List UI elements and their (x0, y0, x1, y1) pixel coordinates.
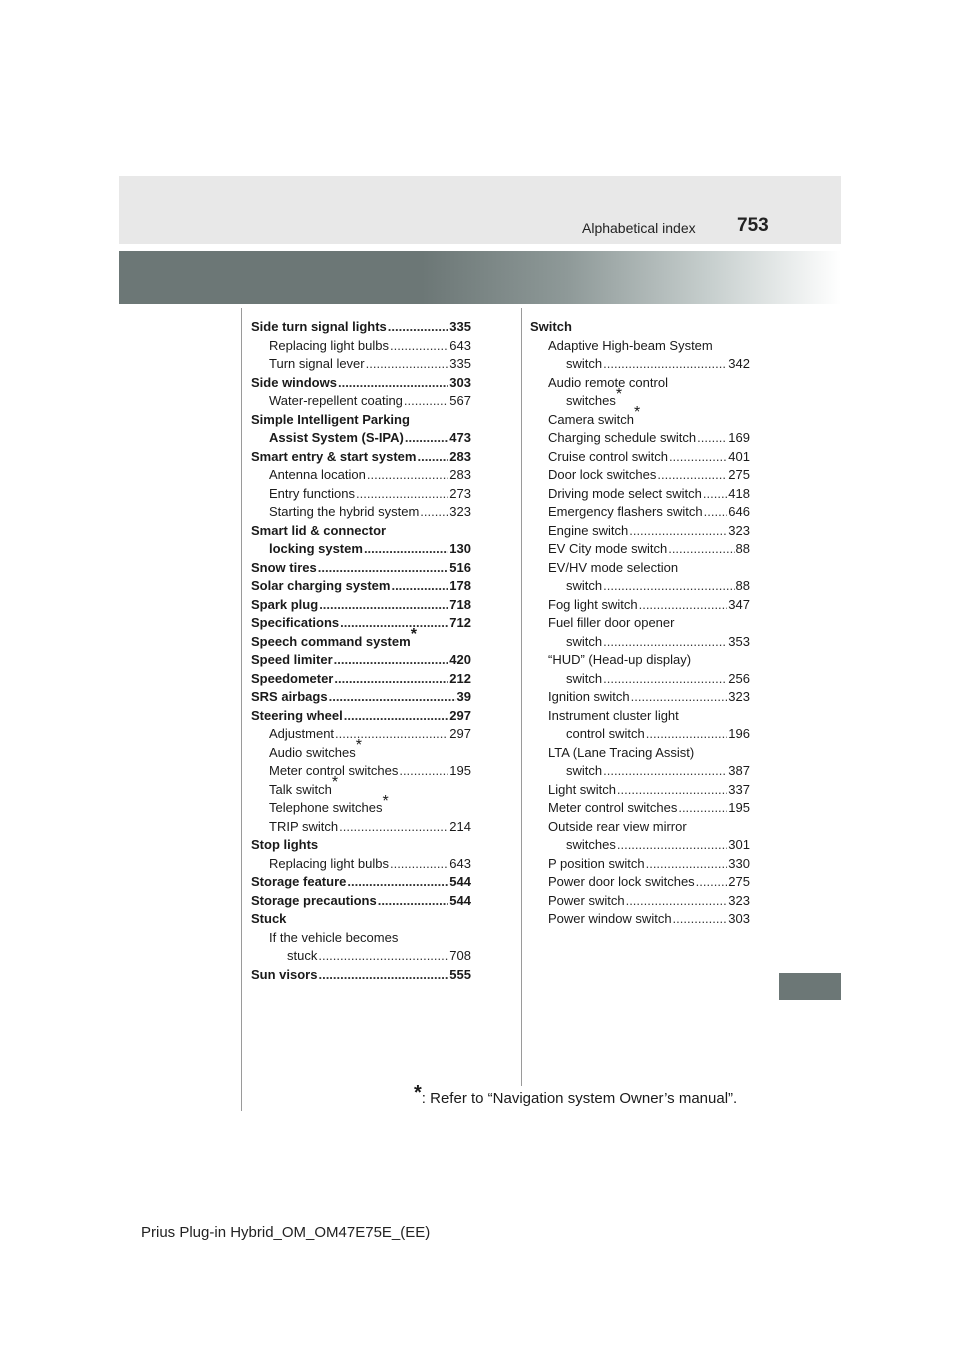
index-entry: Smart lid & connector (251, 522, 387, 538)
header-gradient-bar (119, 251, 841, 304)
index-subentry: Engine switch ..... 323 (530, 522, 750, 541)
index-subentry: Instrument cluster light (548, 707, 679, 723)
asterisk-mark: * (615, 385, 623, 403)
index-subentry: LTA (Lane Tracing Assist) (548, 744, 695, 760)
index-entry: Spark plug ..... 718 (251, 596, 471, 615)
index-subentry-continued: control switch ..... 196 (530, 725, 750, 744)
index-subentry-continued: switch ..... 342 (530, 355, 750, 374)
index-entry: SRS airbags ..... 39 (251, 688, 471, 707)
index-subentry-continued: switches* (566, 385, 623, 408)
asterisk-mark: * (355, 737, 362, 755)
index-subentry: Replacing light bulbs ..... 643 (251, 337, 471, 356)
left-column-rule (241, 308, 242, 1111)
index-subentry: EV/HV mode selection (548, 559, 679, 575)
index-subentry: TRIP switch ..... 214 (251, 818, 471, 837)
section-title: Alphabetical index (582, 220, 696, 236)
index-subentry: Audio switches* (269, 737, 362, 760)
index-entry: Speed limiter ..... 420 (251, 651, 471, 670)
index-entry: Simple Intelligent Parking (251, 411, 410, 427)
index-subentry-continued: switch ..... 88 (530, 577, 750, 596)
index-subentry: Fuel filler door opener (548, 615, 675, 630)
index-entry: Solar charging system ..... 178 (251, 577, 471, 596)
index-subentry: Antenna location ..... 283 (251, 466, 471, 485)
index-subentry-continued: switch ..... 256 (530, 670, 750, 689)
index-subentry: Power door lock switches ..... 275 (530, 873, 750, 892)
asterisk-mark: * (410, 626, 417, 644)
index-side-tab (779, 973, 841, 1000)
index-entry-continued: Assist System (S-IPA) ..... 473 (251, 429, 471, 448)
index-subentry: Charging schedule switch ..... 169 (530, 429, 750, 448)
asterisk-mark: * (331, 774, 339, 792)
index-entry: Speech command system* (251, 626, 417, 649)
index-subentry: Power switch ..... 323 (530, 892, 750, 911)
index-subentry-continued: switches ..... 301 (530, 836, 750, 855)
index-subentry: Light switch ..... 337 (530, 781, 750, 800)
index-column-right (530, 318, 750, 929)
index-subentry: Outside rear view mirror (548, 818, 687, 834)
index-subentry: Replacing light bulbs ..... 643 (251, 855, 471, 874)
index-subentry: Telephone switches* (269, 792, 389, 815)
index-subentry: Fog light switch ..... 347 (530, 596, 750, 615)
index-subentry: Door lock switches ..... 275 (530, 466, 750, 485)
index-subentry: Driving mode select switch ..... 418 (530, 485, 750, 504)
index-subentry: Turn signal lever ..... 335 (251, 355, 471, 374)
index-entry: Stuck (251, 911, 287, 926)
index-subentry: If the vehicle becomes (269, 929, 399, 945)
index-subentry: Camera switch* (548, 404, 641, 427)
asterisk-mark: * (633, 404, 641, 422)
index-subentry: Entry functions ..... 273 (251, 485, 471, 504)
index-column-left (251, 318, 471, 984)
index-subentry: Meter control switches ..... 195 (530, 799, 750, 818)
footnote (414, 1082, 738, 1109)
index-subentry: Cruise control switch ..... 401 (530, 448, 750, 467)
index-entry: Side turn signal lights ..... 335 (251, 318, 471, 337)
index-entry: Specifications ..... 712 (251, 614, 471, 633)
footnote-text: : Refer to “Navigation system Owner’s manual”. (421, 1090, 738, 1107)
index-entry-continued: locking system ..... 130 (251, 540, 471, 559)
index-subentry: Starting the hybrid system ..... 323 (251, 503, 471, 522)
index-subentry: Ignition switch ..... 323 (530, 688, 750, 707)
index-entry: Smart entry & start system ..... 283 (251, 448, 471, 467)
index-entry: Snow tires ..... 516 (251, 559, 471, 578)
page-number: 753 (737, 215, 769, 236)
index-entry: Switch (530, 319, 572, 334)
index-entry: Storage feature ..... 544 (251, 873, 471, 892)
index-subentry-continued: stuck ..... 708 (251, 947, 471, 966)
index-subentry-continued: switch ..... 387 (530, 762, 750, 781)
index-subentry: “HUD” (Head-up display) (548, 652, 692, 667)
header-band (119, 176, 841, 244)
index-entry: Stop lights (251, 837, 319, 852)
asterisk-mark: * (382, 792, 389, 810)
index-entry: Sun visors ..... 555 (251, 966, 471, 985)
index-subentry: Audio remote control (548, 374, 668, 390)
index-subentry: Adaptive High-beam System (548, 337, 713, 353)
index-subentry-continued: switch ..... 353 (530, 633, 750, 652)
index-subentry: Emergency flashers switch ..... 646 (530, 503, 750, 522)
index-entry: Steering wheel ..... 297 (251, 707, 471, 726)
middle-column-rule (521, 308, 522, 1086)
footnote-asterisk: * (414, 1082, 422, 1104)
index-entry: Storage precautions ..... 544 (251, 892, 471, 911)
index-subentry: Water-repellent coating ..... 567 (251, 392, 471, 411)
index-entry: Speedometer ..... 212 (251, 670, 471, 689)
document-id: Prius Plug-in Hybrid_OM_OM47E75E_(EE) (141, 1224, 431, 1241)
index-subentry: Meter control switches ..... 195 (251, 762, 471, 781)
index-subentry: Adjustment ..... 297 (251, 725, 471, 744)
index-subentry: Talk switch* (269, 774, 339, 797)
index-subentry: EV City mode switch ..... 88 (530, 540, 750, 559)
index-subentry: Power window switch ..... 303 (530, 910, 750, 929)
index-subentry: P position switch ..... 330 (530, 855, 750, 874)
index-entry: Side windows ..... 303 (251, 374, 471, 393)
